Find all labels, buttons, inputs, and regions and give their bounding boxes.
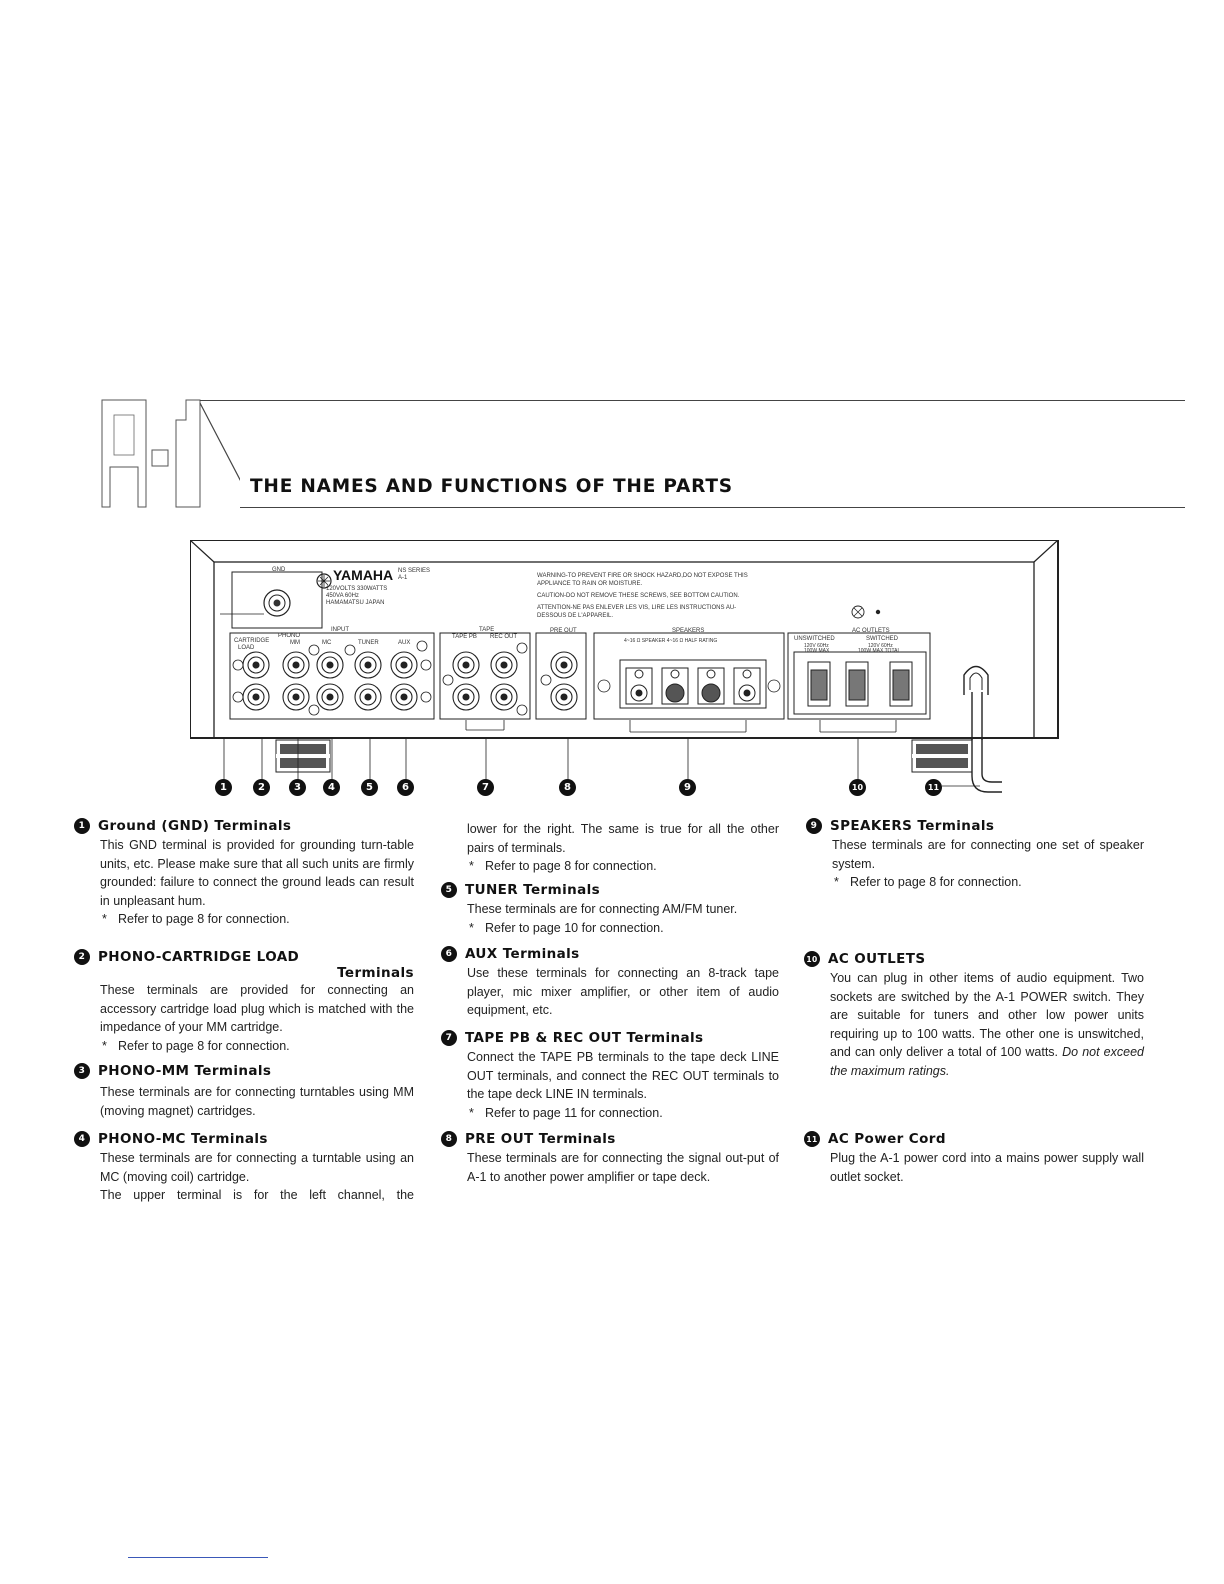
panel-phono-label: PHONO — [278, 633, 301, 639]
panel-unswitched-label: UNSWITCHED — [794, 636, 835, 642]
note-marker: * — [834, 875, 839, 889]
section-ac-outlets — [806, 951, 1144, 1080]
panel-warning-line1: WARNING-TO PREVENT FIRE OR SHOCK HAZARD,DO NOT EXPOSE THIS — [537, 573, 748, 579]
note-marker: * — [469, 859, 474, 873]
panel-mc-label: MC — [322, 640, 332, 646]
section-title: PRE OUT Terminals — [465, 1131, 616, 1147]
panel-speakers-label: SPEAKERS — [672, 628, 705, 634]
section-number: 7 — [441, 1030, 457, 1046]
panel-attention-line2: DESSOUS DE L'APPAREIL. — [537, 613, 614, 619]
a1-logo — [100, 395, 240, 515]
panel-gnd-label: GND — [272, 567, 286, 573]
section-note — [467, 1104, 779, 1123]
section-title: PHONO-CARTRIDGE LOAD — [98, 949, 300, 965]
panel-sw-spec1: 120V 60Hz — [868, 643, 893, 649]
section-body: Plug the A-1 power cord into a mains power supply wall outlet socket. — [830, 1151, 1144, 1184]
panel-rec-out-label: REC OUT — [490, 634, 517, 640]
section-title: AC Power Cord — [828, 1131, 946, 1147]
header-rule-bottom — [240, 507, 1185, 508]
section-note — [100, 1037, 414, 1056]
panel-rating-line2: 450VA 60Hz — [326, 593, 359, 599]
section-title: TUNER Terminals — [465, 882, 601, 898]
section-body: These terminals are for connecting a turntable using an MC (moving coil) cartridge. — [100, 1151, 414, 1184]
callout-7: 7 — [477, 779, 494, 796]
section-tape-pb-rec-out — [445, 1030, 779, 1122]
section-body: lower for the right. The same is true for all the other pairs of terminals. — [467, 822, 779, 855]
section-note — [832, 873, 1144, 892]
section-title: AC OUTLETS — [828, 951, 926, 967]
section-number: 2 — [74, 949, 90, 965]
section-body: These terminals are provided for connecting an accessory cartridge load plug which is matched with the impedance of your MM cartridge. — [100, 983, 414, 1034]
panel-series — [398, 568, 430, 582]
section-phono-cartridge-load — [78, 949, 414, 1055]
note-text: Refer to page 8 for connection. — [118, 1038, 290, 1053]
section-number: 10 — [804, 951, 820, 967]
panel-unsw-spec1: 120V 60Hz — [804, 643, 829, 649]
section-phono-mc-cont — [467, 820, 779, 876]
section-phono-mc — [78, 1131, 414, 1205]
callout-9: 9 — [679, 779, 696, 796]
section-body: These terminals are for connecting one set of speaker system. — [832, 838, 1144, 871]
panel-sw-spec2: 100W MAX TOTAL — [858, 648, 901, 654]
section-body: You can plug in other items of audio equipment. Two sockets are switched by the A-1 POWER switch. They are suitable for tuners and other low power units requiring up to 100 watts. The other one is unswitched, and can only deliver a total of 100 watts. — [830, 971, 1144, 1059]
note-text: Refer to page 8 for connection. — [485, 859, 657, 873]
section-title: Ground (GND) Terminals — [98, 818, 292, 834]
section-body: Connect the TAPE PB terminals to the tape deck LINE OUT terminals, and connect the REC OUT terminals to the tape deck LINE IN terminals. — [467, 1050, 779, 1101]
section-body: These terminals are for connecting turntables using MM (moving magnet) cartridges. — [100, 1085, 414, 1118]
section-number: 9 — [806, 818, 822, 834]
panel-caution-line: CAUTION-DO NOT REMOVE THESE SCREWS, SEE BOTTOM CAUTION. — [537, 593, 740, 599]
section-ac-power-cord — [806, 1131, 1144, 1186]
panel-pre-out-label: PRE OUT — [550, 628, 577, 634]
panel-unsw-spec2: 100W MAX — [804, 648, 830, 654]
callout-11: 11 — [925, 779, 942, 796]
panel-warning-line2: APPLIANCE TO RAIN OR MOISTURE. — [537, 581, 643, 587]
panel-cartridge-label: CARTRIDGE — [234, 638, 270, 644]
panel-maker-line: HAMAMATSU JAPAN — [326, 600, 385, 606]
section-title: TAPE PB & REC OUT Terminals — [465, 1030, 704, 1046]
section-title: SPEAKERS Terminals — [830, 818, 995, 834]
note-marker: * — [469, 920, 474, 935]
callout-3: 3 — [289, 779, 306, 796]
header-rule-top — [200, 400, 1185, 401]
callout-2: 2 — [253, 779, 270, 796]
section-body-cont: The upper terminal is for the left channel, the — [100, 1188, 414, 1202]
note-marker: * — [102, 912, 107, 926]
note-text: Refer to page 8 for connection. — [850, 875, 1022, 889]
panel-tape-label: TAPE — [479, 627, 495, 633]
callout-6: 6 — [397, 779, 414, 796]
footer-rule — [128, 1557, 268, 1558]
section-number: 1 — [74, 818, 90, 834]
note-marker: * — [102, 1038, 107, 1053]
section-number: 4 — [74, 1131, 90, 1147]
section-title: PHONO-MC Terminals — [98, 1131, 268, 1147]
section-title: AUX Terminals — [465, 946, 580, 962]
panel-load-label: LOAD — [238, 645, 255, 651]
callout-4: 4 — [323, 779, 340, 796]
section-note — [467, 857, 779, 876]
panel-tape-pb-label: TAPE PB — [452, 634, 477, 640]
panel-brand: YAMAHA — [333, 567, 394, 583]
callout-8: 8 — [559, 779, 576, 796]
section-body: Use these terminals for connecting an 8-track tape player, mic mixer amplifier, or other item of audio equipment, etc. — [467, 966, 779, 1017]
panel-aux-label: AUX — [398, 640, 411, 646]
panel-series-line1: NS SERIES — [398, 568, 431, 574]
panel-rating-line1: 120VOLTS 330WATTS — [326, 586, 388, 592]
page-title: THE NAMES AND FUNCTIONS OF THE PARTS — [250, 476, 733, 497]
panel-series-line2: A-1 — [398, 575, 408, 581]
section-number: 5 — [441, 882, 457, 898]
panel-speaker-imp-label: 4~16 Ω SPEAKER 4~16 Ω HALF RATING — [624, 638, 718, 644]
section-aux — [445, 946, 779, 1020]
section-number: 11 — [804, 1131, 820, 1147]
section-number: 3 — [74, 1063, 90, 1079]
note-text: Refer to page 10 for connection. — [485, 920, 664, 935]
note-text: Refer to page 11 for connection. — [485, 1105, 663, 1120]
section-body: These terminals are for connecting the signal out-put of A-1 to another power amplifier or tape deck. — [467, 1151, 779, 1184]
note-text: Refer to page 8 for connection. — [118, 912, 290, 926]
callout-5: 5 — [361, 779, 378, 796]
callout-1: 1 — [215, 779, 232, 796]
section-pre-out — [445, 1131, 779, 1186]
section-speakers — [810, 818, 1144, 892]
section-number: 8 — [441, 1131, 457, 1147]
section-number: 6 — [441, 946, 457, 962]
section-body: This GND terminal is provided for grounding turn-table units, etc. Please make sure that all such units are firmly grounded: failure to connect the ground leads can result in unpleasant hum. — [100, 838, 414, 908]
section-note — [100, 910, 414, 929]
panel-tuner-label: TUNER — [358, 640, 379, 646]
panel-switched-label: SWITCHED — [866, 636, 898, 642]
section-title: PHONO-MM Terminals — [98, 1063, 272, 1079]
section-phono-mm — [78, 1063, 414, 1120]
panel-attention-line1: ATTENTION-NE PAS ENLEVER LES VIS, LIRE LES INSTRUCTIONS AU- — [537, 605, 737, 611]
panel-input-label: INPUT — [331, 627, 349, 633]
section-tuner — [445, 882, 779, 937]
section-ground — [78, 818, 414, 929]
callout-10: 10 — [849, 779, 866, 796]
section-body: These terminals are for connecting AM/FM tuner. — [467, 902, 738, 916]
section-title-cont: Terminals — [337, 965, 414, 981]
section-body-emphasis: Do not exceed the maximum ratings. — [830, 1045, 1144, 1078]
panel-mm-label: MM — [290, 640, 300, 646]
section-note — [467, 919, 779, 938]
panel-ac-outlets-label: AC OUTLETS — [852, 628, 890, 634]
note-marker: * — [469, 1105, 474, 1120]
